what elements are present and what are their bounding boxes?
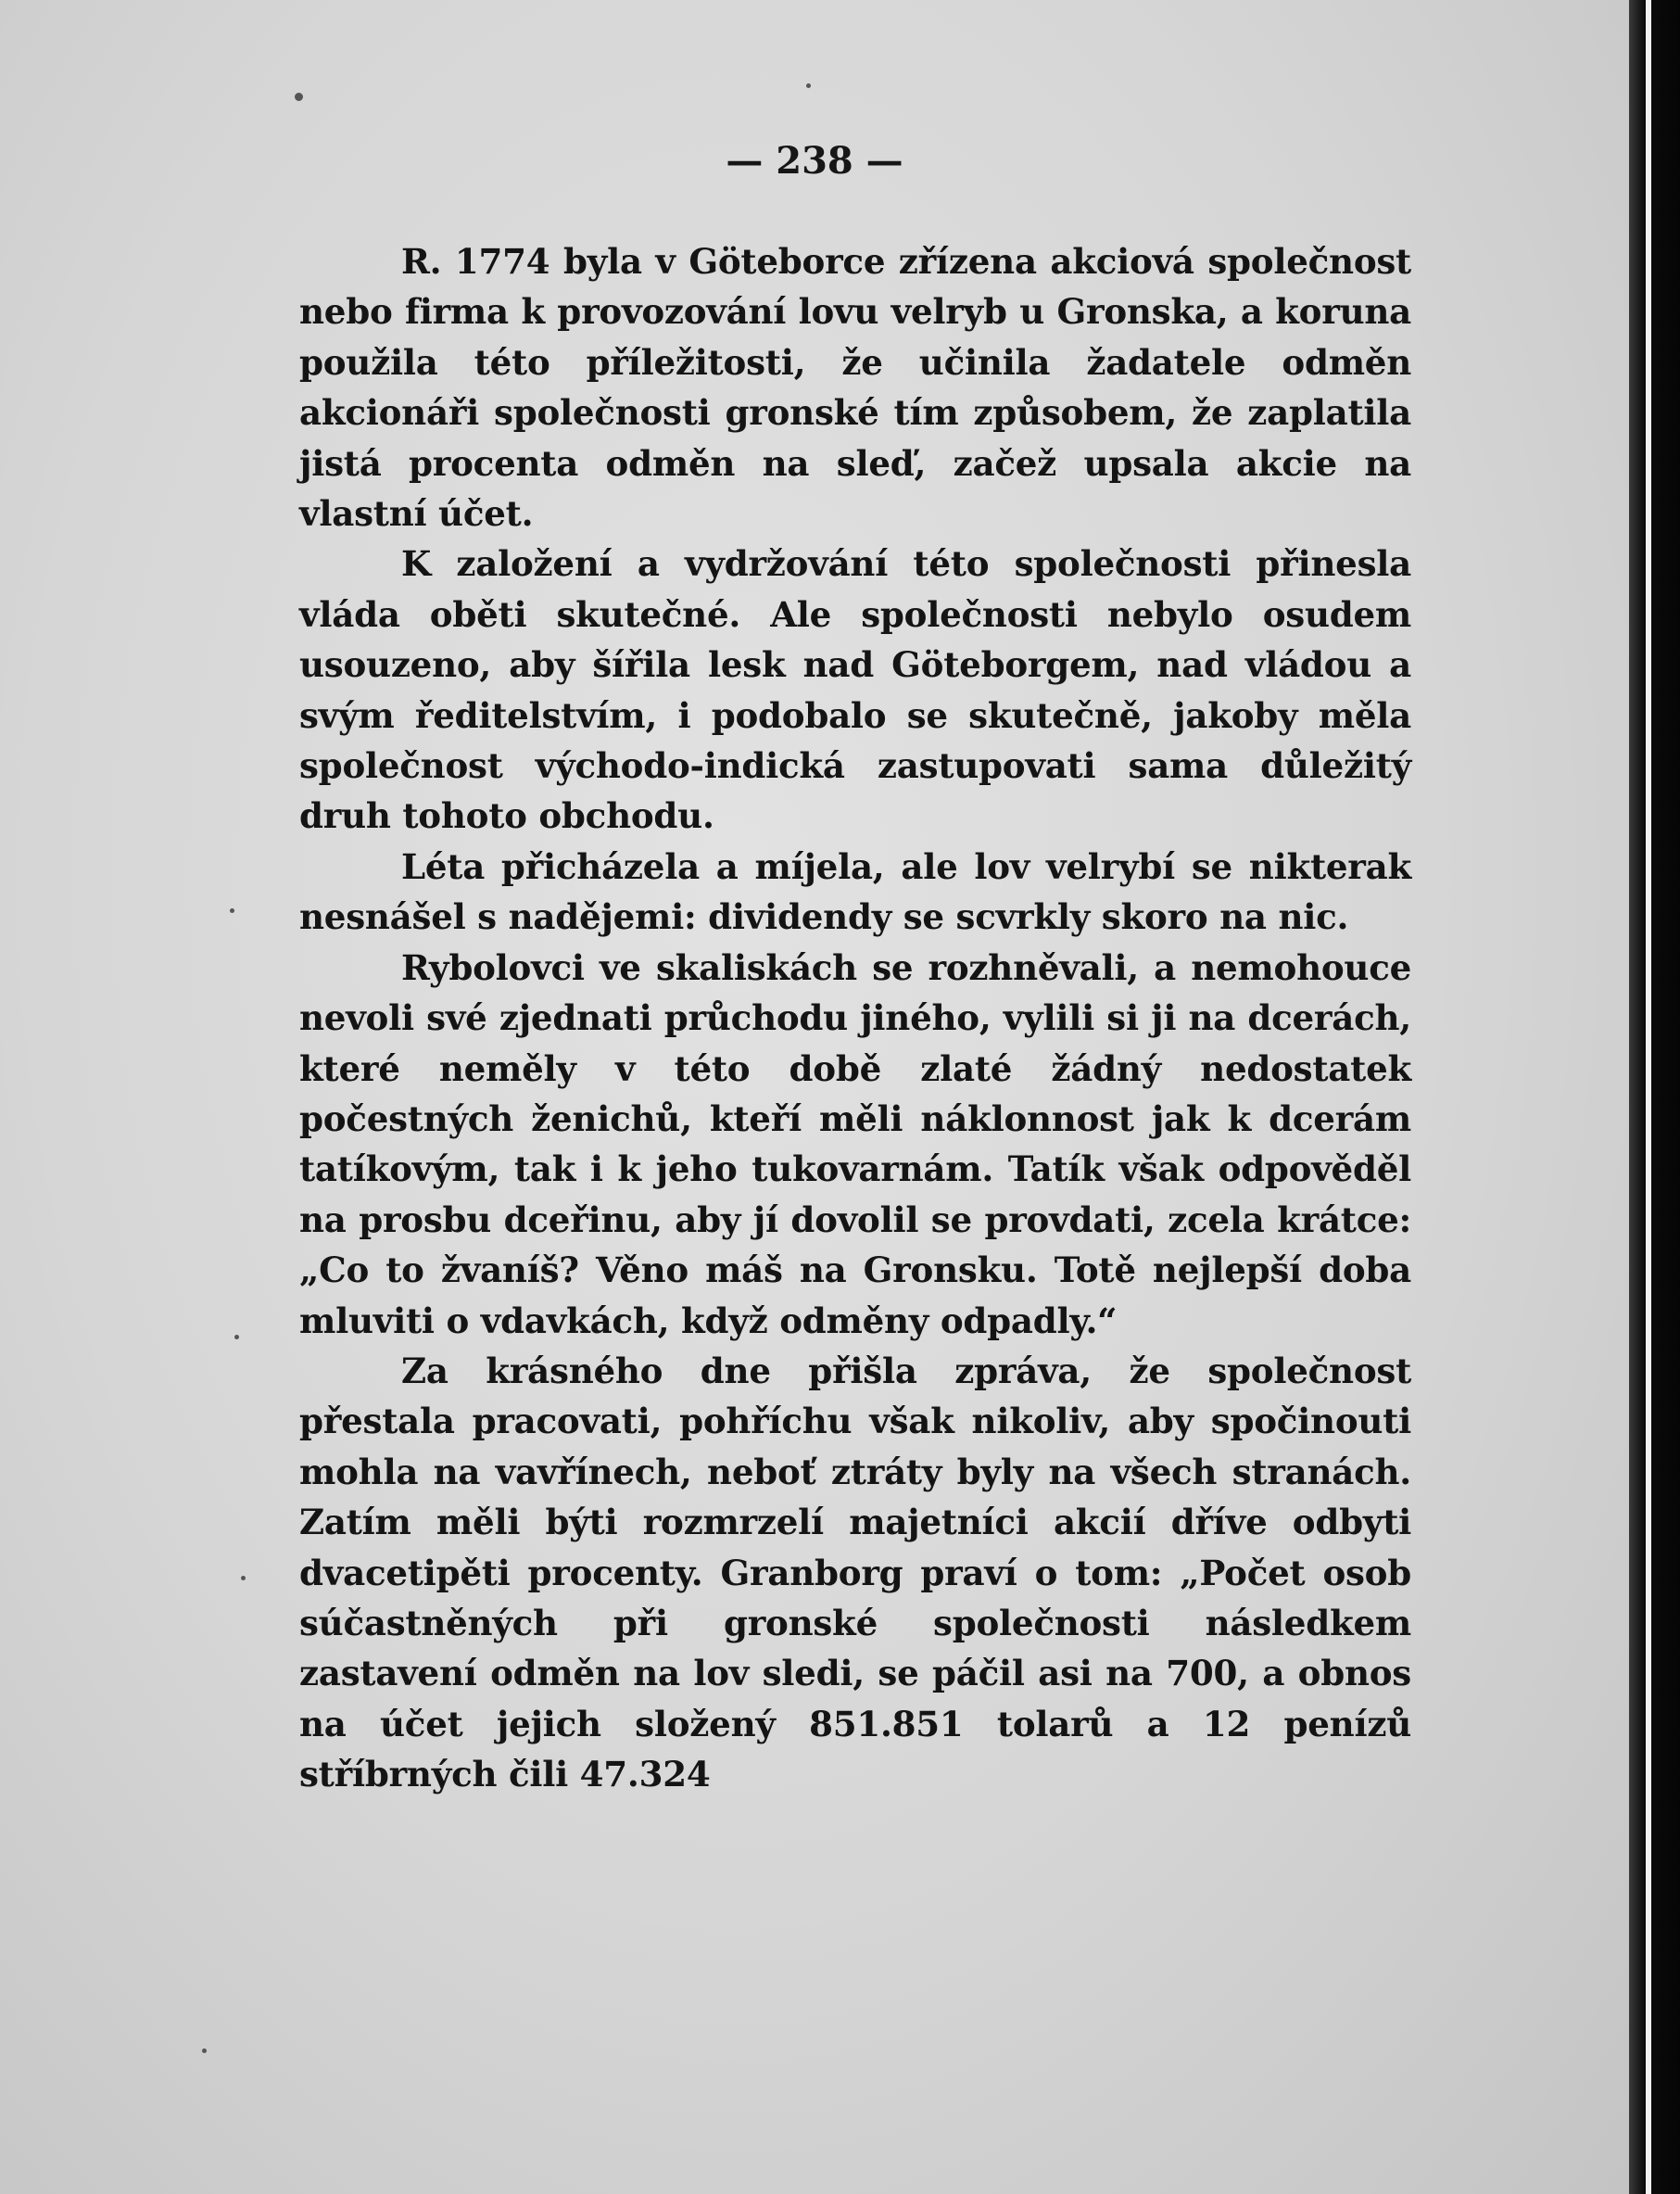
paragraph-1: R. 1774 byla v Göteborce zřízena akciová společnost nebo firma k provozování lovu velryb u Gronska, a koruna použila této příležitosti, že učinila žadatele odměn akcionáři společnosti gronské tím způsobem, že zaplatila jistá procenta odměn na sleď, začež upsala akcie na vlastní účet. bbox=[299, 241, 1411, 535]
paragraph-2: K založení a vydržování této společnosti přinesla vláda oběti skutečné. Ale společnosti nebylo osudem usouzeno, aby šířila lesk nad Göteborgem, nad vládou a svým ředitelstvím, i podobalo se skutečně, jakoby měla společnost východo-indická zastupovati sama důležitý druh tohoto obchodu. bbox=[299, 543, 1411, 837]
body-text bbox=[299, 236, 1411, 1800]
print-speck bbox=[234, 1335, 239, 1339]
print-speck bbox=[202, 2048, 207, 2053]
book-edge bbox=[1629, 0, 1680, 2194]
page-number: — 238 — bbox=[726, 139, 903, 183]
print-speck bbox=[241, 1576, 246, 1580]
print-speck bbox=[295, 93, 303, 101]
print-speck bbox=[806, 83, 811, 88]
page-edge-strip bbox=[1646, 0, 1651, 2194]
paragraph-3: Léta přicházela a míjela, ale lov velrybí se nikterak nesnášel s nadějemi: dividendy se scvrkly skoro na nic. bbox=[299, 845, 1411, 938]
paragraph-5: Za krásného dne přišla zpráva, že společnost přestala pracovati, pohříchu však nikoliv, aby spočinouti mohla na vavřínech, neboť ztráty byly na všech stranách. Zatím měli býti rozmrzelí majetníci akcií dříve odbyti dvacetipěti procenty. Granborg praví o tom: „Počet osob súčastněných při gronské společnosti následkem zastavení odměn na lov sledi, se páčil asi na 700, a obnos na účet jejich složený 851.851 tolarů a 12 penízů stříbrných čili 47.324 bbox=[299, 1350, 1411, 1795]
print-speck bbox=[230, 908, 234, 913]
paragraph-4: Rybolovci ve skaliskách se rozhněvali, a nemohouce nevoli své zjednati průchodu jiného, vylili si ji na dcerách, které neměly v této době zlaté žádný nedostatek počestných ženichů, kteří měli náklonnost jak k dcerám tatíkovým, tak i k jeho tukovarnám. Tatík však odpověděl na prosbu dceřinu, aby jí dovolil se provdati, zcela krátce: „Co to žvaníš? Věno máš na Gronsku. Totě nejlepší doba mluviti o vdavkách, když odměny odpadly.“ bbox=[299, 946, 1411, 1341]
